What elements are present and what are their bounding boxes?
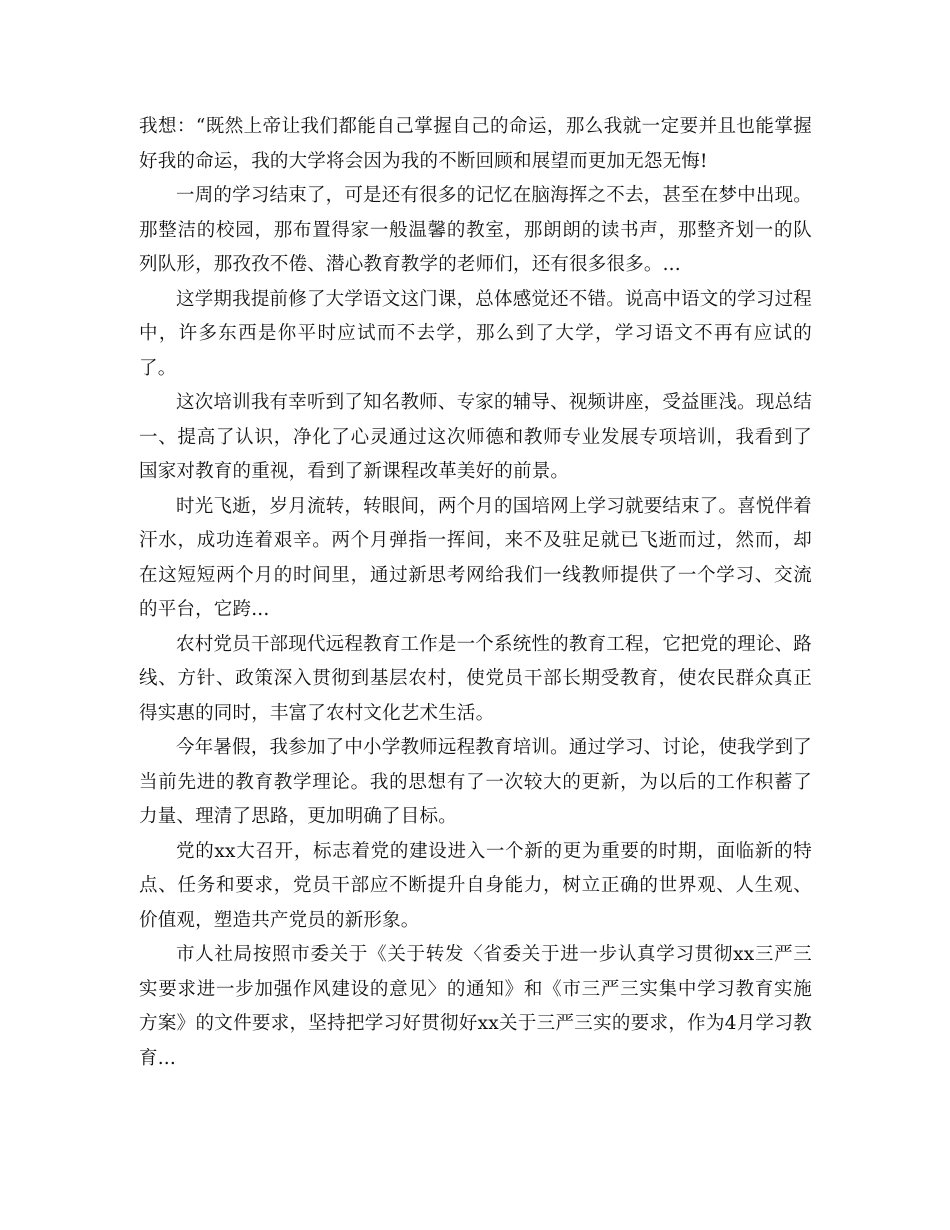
paragraph-3: 这学期我提前修了大学语文这门课，总体感觉还不错。说高中语文的学习过程中，许多东西是你平时应试而不去学，那么到了大学，学习语文不再有应试的了。 xyxy=(139,288,812,379)
paragraph-8: 党的xx大召开，标志着党的建设进入一个新的更为重要的时期，面临新的特点、任务和要求，党员干部应不断提升自身能力，树立正确的世界观、人生观、价值观，塑造共产党员的新形象。 xyxy=(139,840,812,931)
paragraph-5: 时光飞逝，岁月流转，转眼间，两个月的国培网上学习就要结束了。喜悦伴着汗水，成功连着艰辛。两个月弹指一挥间，来不及驻足就已飞逝而过，然而，却在这短短两个月的时间里，通过新思考网给我们一线教师提供了一个学习、交流的平台，它跨... xyxy=(139,495,812,620)
paragraph-1: 我想：“既然上帝让我们都能自己掌握自己的命运，那么我就一定要并且也能掌握好我的命运，我的大学将会因为我的不断回顾和展望而更加无怨无悔! xyxy=(139,116,812,172)
paragraph-7: 今年暑假，我参加了中小学教师远程教育培训。通过学习、讨论，使我学到了当前先进的教育教学理论。我的思想有了一次较大的更新，为以后的工作积蓄了力量、理清了思路，更加明确了目标。 xyxy=(139,737,812,827)
document-body xyxy=(139,110,812,1076)
paragraph-6: 农村党员干部现代远程教育工作是一个系统性的教育工程，它把党的理论、路线、方针、政策深入贯彻到基层农村，使党员干部长期受教育，使农民群众真正得实惠的同时，丰富了农村文化艺术生活。 xyxy=(139,633,812,724)
paragraph-2: 一周的学习结束了，可是还有很多的记忆在脑海挥之不去，甚至在梦中出现。那整洁的校园，那布置得家一般温馨的教室，那朗朗的读书声，那整齐划一的队列队形，那孜孜不倦、潜心教育教学的老师们，还有很多很多。... xyxy=(139,185,812,275)
paragraph-9: 市人社局按照市委关于《关于转发〈省委关于进一步认真学习贯彻xx三严三实要求进一步加强作风建设的意见〉的通知》和《市三严三实集中学习教育实施方案》的文件要求，坚持把学习好贯彻好xx关于三严三实的要求，作为4月学习教育... xyxy=(139,944,812,1069)
paragraph-4: 这次培训我有幸听到了知名教师、专家的辅导、视频讲座，受益匪浅。现总结一、提高了认识，净化了心灵通过这次师德和教师专业发展专项培训，我看到了国家对教育的重视，看到了新课程改革美好的前景。 xyxy=(139,392,812,482)
